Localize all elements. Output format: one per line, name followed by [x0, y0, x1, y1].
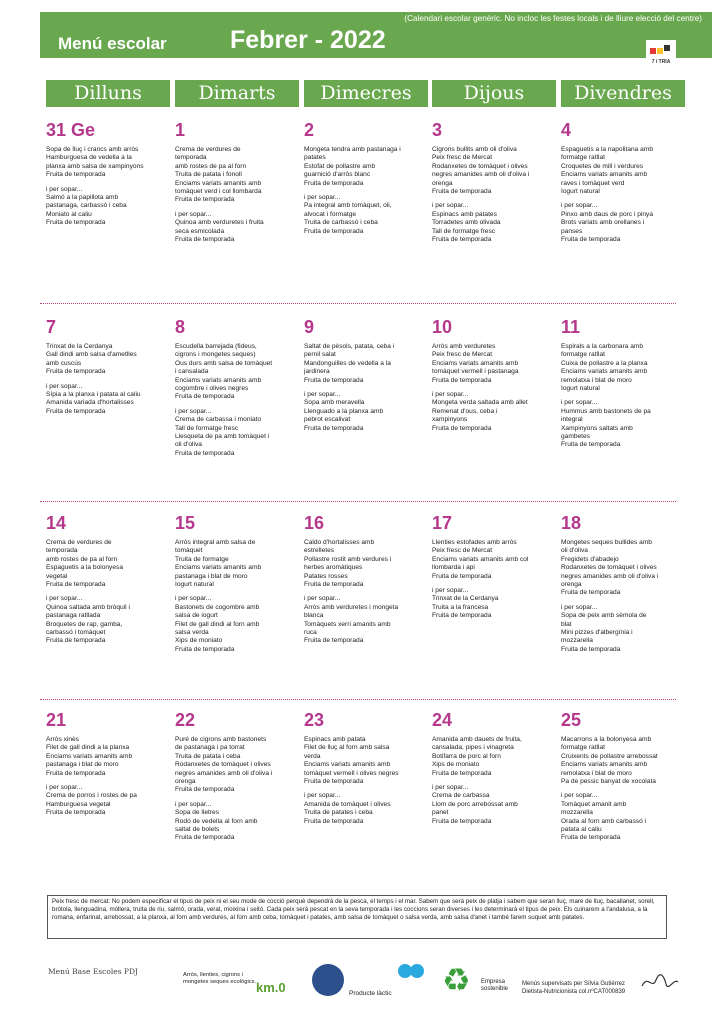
menu-line: Fruita de temporada: [46, 809, 106, 817]
menu-line: Caldo d'hortalisses amb: [304, 539, 375, 546]
menu-line: Llenties estofades amb arròs: [432, 539, 517, 546]
menu-line: Fruita de temporada: [432, 376, 492, 384]
day-number: 16: [304, 513, 325, 533]
menu-line: Peix fresc de Mercat: [432, 351, 493, 359]
menu-line: Fruita de temporada: [432, 236, 492, 244]
menu-line: i per sopar...: [46, 185, 83, 193]
menu-line: Fruita de temporada: [175, 393, 235, 401]
menu-line: i per sopar...: [432, 391, 469, 399]
recycle-icon: ♻: [442, 962, 471, 998]
menu-line: Fruita de temporada: [46, 407, 106, 415]
menu-line: Filet de lluç al forn amb salsa: [304, 744, 390, 752]
menu-line: patata al caliu: [561, 826, 602, 834]
day-cell-thursday: [432, 121, 557, 244]
menu-line: Tall de formatge fresc: [432, 227, 496, 235]
menu-line: Ous durs amb salsa de tomàquet: [175, 359, 273, 367]
menu-line: Sopa amb meravella: [304, 399, 365, 407]
menu-line: orenga: [561, 581, 582, 589]
day-cell-tuesday: [175, 514, 300, 654]
menu-line: Crema de carbassa: [432, 792, 490, 800]
menu-line: Torradetes amb olivada: [432, 219, 501, 227]
day-cell-monday: [46, 318, 171, 416]
menu-line: Iogurt natural: [561, 385, 600, 393]
menu-line: gambetes: [561, 433, 590, 441]
menu-line: cigrons i mongetes seques): [175, 351, 256, 359]
menu-line: Amanida amb dauets de fruita,: [432, 736, 522, 743]
menu-line: Hamburguesa vegetal: [46, 800, 111, 808]
week-separator: [40, 501, 676, 502]
organic-legumes-note: Arròs, llenties, cigrons i mongetes seques ecològics.: [183, 972, 257, 985]
day-number: 25: [561, 710, 582, 730]
menu-line: Espaguetis a la napolitana amb: [561, 146, 654, 153]
menu-line: Enciams variats amanits amb: [561, 171, 648, 179]
day-cell-tuesday: [175, 121, 300, 244]
supervisor-line: Menús supervisats per Sílvia Gutiérrez: [522, 981, 626, 987]
brand-logo: [646, 40, 676, 70]
day-cell-thursday: [432, 514, 557, 621]
menu-line: i per sopar...: [175, 800, 212, 808]
menu-line: formatge ratllat: [561, 744, 605, 752]
menu-line: Enciams variats amanits amb: [46, 752, 133, 760]
menu-line: Fruita de temporada: [432, 769, 492, 777]
menu-line: Fruita de temporada: [304, 637, 364, 645]
menu-line: Broquetes de rap, gamba,: [46, 620, 123, 628]
menu-line: i per sopar...: [175, 595, 212, 603]
menu-line: Estofat de pollastre amb: [304, 162, 376, 170]
menu-line: negres amanides amb oli d'oliva i: [432, 171, 530, 179]
menu-line: Fruita de temporada: [175, 196, 235, 204]
menu-line: salsa verda: [175, 629, 209, 637]
menu-line: remolatxa i blat de moro: [561, 769, 632, 777]
menu-line: Amanida de tomàquet i olives: [304, 800, 391, 808]
menu-line: Pollastre rostit amb verdures i: [304, 555, 392, 563]
menu-line: Mini pizzes d'albergínia i: [561, 629, 633, 637]
menu-line: patates: [304, 154, 326, 162]
day-cell-wednesday: [304, 318, 429, 433]
menu-line: temporada: [175, 154, 207, 162]
menu-line: amb cuscús: [46, 359, 82, 367]
menu-line: mozzarella: [561, 637, 593, 645]
menu-line: Trinxat de la Cerdanya: [432, 595, 499, 603]
header-bar: [40, 12, 712, 58]
sustainable-company-label: Empresa sostenible: [481, 979, 509, 992]
menu-line: Pa integral amb tomàquet, oli,: [304, 202, 392, 210]
menu-line: pernil salat: [304, 351, 336, 359]
menu-line: Cigrons bullits amb oli d'oliva: [432, 146, 517, 153]
menu-line: Croquetes de mill i verdures: [561, 162, 644, 170]
menu-line: pastanaga ratllada: [46, 612, 101, 620]
weekday-tuesday: Dimarts: [175, 80, 299, 107]
menu-line: Enciams variats amanits amb: [175, 179, 262, 187]
sustainable-business-icon: [396, 962, 428, 994]
day-cell-tuesday: [175, 711, 300, 843]
day-cell-wednesday: [304, 121, 429, 236]
menu-line: Espinacs amb patata: [304, 736, 366, 743]
menu-line: Truita a la francesa: [432, 603, 489, 611]
menu-line: integral: [561, 416, 583, 424]
menu-line: orenga: [175, 778, 196, 786]
menu-line: i cansalada: [175, 368, 209, 376]
menu-line: Quinoa amb verduretes i fruita: [175, 219, 264, 227]
menu-line: Enciams variats amanits amb: [432, 359, 519, 367]
menu-line: Rodanxetes de tomàquet i olives: [432, 162, 528, 170]
calendar-note: (Calendari escolar genèric. No incloc les festes locals i de lliure elecció del centre): [404, 14, 702, 23]
menu-line: Arròs xinès: [46, 736, 79, 743]
menu-line: Fruita de temporada: [304, 778, 364, 786]
menu-line: blanca: [304, 612, 324, 620]
menu-line: Mongeta tendra amb pastanaga i: [304, 146, 401, 153]
menu-line: herbes aromàtiques: [304, 564, 363, 572]
menu-line: estrelletes: [304, 547, 335, 555]
day-number: 1: [175, 120, 186, 140]
menu-line: cogombre i olives negres: [175, 385, 249, 393]
fish-footnote: Peix fresc de mercat: No podem especificar el tipus de peix ni el seu mode de cocció perquè dependrà de la pesca, el temps i el mar. Sabem que serà peix de platja i sabem que seran lluç, mare de lluç, bacallanet, sorell, bròtola, llenguadina, mòllera, truita de riu, salmó, orada, verat, moixina i seitó. Cada peix serà pescat en la seva temporada i les coccions seran diverses i les determinarà el tipus de peix. Els cuinarem a l'andalusa, a la romana, enfarinat, arrebossat, a la planxa, al forn amb verdures, al forn amb ceba, tomàquet i patates, amb salsa de tomàquet o salsa verda, amb salsa d'anet i també farem suquet amb patates.: [47, 895, 667, 939]
menu-line: Gall dindi amb salsa d'ametlles: [46, 351, 137, 359]
signature-icon: [640, 972, 680, 992]
menu-line: Fruita de temporada: [46, 637, 106, 645]
menu-line: Llenguado a la planxa amb: [304, 407, 384, 415]
menu-line: salsa de iogurt: [175, 612, 218, 620]
day-number: 23: [304, 710, 325, 730]
day-cell-friday: [561, 121, 686, 244]
day-cell-tuesday: [175, 318, 300, 458]
menu-line: Fruita de temporada: [175, 834, 235, 842]
menu-line: i per sopar...: [432, 784, 469, 792]
menu-line: Espirals a la carbonara amb: [561, 343, 644, 350]
day-cell-thursday: [432, 318, 557, 433]
menu-line: negres amanides amb oli d'oliva i: [175, 769, 273, 777]
menu-line: i per sopar...: [304, 391, 341, 399]
menu-line: Botifarra de porc al forn: [432, 752, 501, 760]
menu-line: Enciams variats amanits amb: [175, 564, 262, 572]
menu-line: pastanaga i blat de moro: [46, 761, 119, 769]
menu-line: llombarda i api: [432, 564, 475, 572]
footer-base-label: Menú Base Escoles PDJ: [48, 967, 138, 976]
day-cell-wednesday: [304, 514, 429, 646]
menu-line: Fruita de temporada: [561, 236, 621, 244]
menu-line: Iogurt natural: [175, 581, 214, 589]
menu-line: Filet de gall dindi a la planxa: [46, 744, 130, 752]
weekday-thursday: Dijous: [432, 80, 556, 107]
menu-line: i per sopar...: [561, 202, 598, 210]
menu-line: oli d'oliva: [561, 547, 588, 555]
day-cell-friday: [561, 514, 686, 654]
menu-line: i per sopar...: [46, 784, 83, 792]
menu-line: Brots variats amb orellanes i: [561, 219, 645, 227]
menu-line: mozzarella: [561, 809, 593, 817]
menu-line: Xampinyons saltats amb: [561, 424, 633, 432]
menu-line: tomàquet: [175, 547, 203, 555]
month-title: Febrer - 2022: [230, 26, 386, 54]
menu-line: Cruixents de pollastre arrebossat: [561, 752, 658, 760]
menu-line: Llom de porc arrebossat amb: [432, 800, 518, 808]
menu-line: Xips de moniato: [175, 637, 223, 645]
menu-line: Fruita de temporada: [304, 376, 364, 384]
day-number: 11: [561, 317, 581, 337]
menu-line: pebrot escalivat: [304, 416, 351, 424]
menu-line: Tomàquets xerri amanits amb: [304, 620, 391, 628]
menu-line: i per sopar...: [561, 792, 598, 800]
menu-line: Trinxat de la Cerdanya: [46, 343, 113, 350]
menu-line: Fruita de temporada: [432, 424, 492, 432]
menu-line: Fruita de temporada: [46, 769, 106, 777]
menu-line: Moniato al caliu: [46, 210, 92, 218]
menu-line: Enciams variats amanits amb: [561, 368, 648, 376]
menu-line: i per sopar...: [432, 202, 469, 210]
menu-line: Rodanxetes de tomàquet i olives: [561, 564, 657, 572]
menu-line: Xips de moniato: [432, 761, 480, 769]
menu-line: i per sopar...: [175, 407, 212, 415]
menu-line: Llesqueta de pa amb tomàquet i: [175, 433, 270, 441]
menu-line: Peix fresc de Mercat: [432, 154, 493, 162]
menu-line: planxa amb salsa de xampinyons: [46, 162, 144, 170]
day-cell-monday: [46, 121, 171, 228]
menu-line: Quinoa saltada amb bròquil i: [46, 603, 130, 611]
day-cell-monday: [46, 514, 171, 646]
menu-line: Arròs amb verduretes: [432, 343, 496, 350]
menu-line: carbassó i tomàquet: [46, 629, 106, 637]
day-number: 18: [561, 513, 582, 533]
menu-line: Fruita de temporada: [175, 786, 235, 794]
menu-line: amb rostes de pa al forn: [46, 555, 118, 563]
menu-line: Fruita de temporada: [561, 441, 621, 449]
dairy-badge-icon: [312, 964, 344, 996]
day-number: 17: [432, 513, 453, 533]
menu-line: Tall de formatge fresc: [175, 424, 239, 432]
week-separator: [40, 699, 676, 700]
weekday-monday: Dilluns: [46, 80, 170, 107]
menu-line: Fruita de temporada: [561, 645, 621, 653]
weekday-friday: Divendres: [561, 80, 685, 107]
day-cell-thursday: [432, 711, 557, 826]
day-number: 10: [432, 317, 453, 337]
menu-line: Fruita de temporada: [175, 449, 235, 457]
menu-line: remolatxa i blat de moro: [561, 376, 632, 384]
day-number: 21: [46, 710, 67, 730]
menu-line: Fruita de temporada: [304, 179, 364, 187]
day-number: 2: [304, 120, 315, 140]
menu-line: Rodanxetes de tomàquet i olives: [175, 761, 271, 769]
menu-line: Fruita de temporada: [432, 572, 492, 580]
menu-line: tomàquet vermell i pastanaga: [432, 368, 519, 376]
menu-line: Salmó a la papillota amb: [46, 194, 119, 202]
menu-line: Fruita de temporada: [46, 171, 106, 179]
menu-line: Hamburguesa de vedella a la: [46, 154, 132, 162]
menu-line: Fregidets d'abadejo: [561, 555, 619, 563]
menu-line: Fruita de temporada: [175, 236, 235, 244]
menu-line: Hummus amb bastonets de pa: [561, 407, 651, 415]
dairy-label: Producte làctic: [349, 990, 392, 997]
menu-line: oli d'oliva: [175, 441, 202, 449]
menu-line: i per sopar...: [304, 194, 341, 202]
logo-square-red: [650, 48, 656, 54]
menu-line: tomàquet verd i col llombarda: [175, 188, 262, 196]
menu-line: Patates rosses: [304, 572, 348, 580]
menu-line: i per sopar...: [561, 399, 598, 407]
menu-line: Truita de carbassó i ceba: [304, 219, 378, 227]
menu-line: Arròs integral amb salsa de: [175, 539, 256, 546]
menu-line: Crema de carbassa i moniato: [175, 416, 262, 424]
menu-line: Saltat de pèsols, patata, ceba i: [304, 343, 395, 350]
menu-line: de pastanaga i pa torrat: [175, 744, 245, 752]
logo-text: 7 i TRIA: [651, 59, 671, 65]
menu-line: saltat de bolets: [175, 826, 220, 834]
day-cell-wednesday: [304, 711, 429, 826]
menu-line: Fruita de temporada: [561, 589, 621, 597]
menu-line: negres amanides amb oli d'oliva i: [561, 572, 659, 580]
menu-line: Enciams variats amanits amb: [175, 376, 262, 384]
menu-line: Rodó de vedella al forn amb: [175, 817, 258, 825]
menu-line: Fruita de temporada: [432, 817, 492, 825]
menu-line: Crema de porros i rostes de pa: [46, 792, 137, 800]
day-cell-monday: [46, 711, 171, 818]
menu-line: i per sopar...: [46, 595, 83, 603]
menu-line: Truita de patates i ceba: [304, 809, 373, 817]
menu-line: pastanaga, carbassó i ceba: [46, 202, 127, 210]
menu-line: Arròs amb verduretes i mongeta: [304, 603, 399, 611]
menu-line: cansalada, pipes i vinagreta: [432, 744, 514, 752]
menu-line: Pinxo amb daus de porc i pinya: [561, 210, 654, 218]
menu-line: Fruita de temporada: [561, 834, 621, 842]
menu-line: Fruita de temporada: [175, 645, 235, 653]
menu-line: Fruita de temporada: [46, 219, 106, 227]
menu-line: pastanaga i blat de moro: [175, 572, 248, 580]
menu-line: guarnició d'arròs blanc: [304, 171, 371, 179]
menu-line: Espaguetis a la bolonyesa: [46, 564, 123, 572]
day-number: 15: [175, 513, 196, 533]
weekday-wednesday: Dimecres: [304, 80, 428, 107]
menu-line: i per sopar...: [304, 792, 341, 800]
menu-line: Mandonguilles de vedella a la: [304, 359, 391, 367]
menu-line: vegetal: [46, 572, 68, 580]
menu-line: Sopa de lluç i crancs amb arròs: [46, 146, 139, 153]
menu-line: Fruita de temporada: [304, 227, 364, 235]
menu-line: Cuixa de pollastre a la planxa: [561, 359, 648, 367]
menu-line: Fruita de temporada: [432, 188, 492, 196]
menu-line: Amanida variada d'hortalisses: [46, 399, 134, 407]
menu-line: Truita de patata i fonoll: [175, 171, 242, 179]
menu-line: i per sopar...: [304, 595, 341, 603]
day-cell-friday: [561, 318, 686, 450]
day-number: 31 Ge: [46, 120, 96, 140]
menu-line: Truita de formatge: [175, 555, 229, 563]
menu-line: i per sopar...: [561, 603, 598, 611]
menu-line: Crema de verdures de: [46, 539, 112, 546]
menu-line: Bastonets de cogombre amb: [175, 603, 260, 611]
menu-line: Enciams variats amanits amb col: [432, 555, 529, 563]
day-number: 4: [561, 120, 572, 140]
menu-line: Iogurt natural: [561, 188, 600, 196]
menu-line: Mongeta verda saltada amb allet: [432, 399, 528, 407]
menu-line: Fruita de temporada: [46, 368, 106, 376]
menu-line: Peix fresc de Mercat: [432, 547, 493, 555]
menu-line: Enciams variats amanits amb: [304, 761, 391, 769]
week-separator: [40, 303, 676, 304]
supervision-note: [522, 980, 625, 996]
day-number: 3: [432, 120, 443, 140]
km0-logo: km.0: [256, 980, 286, 995]
menu-line: Fruita de temporada: [46, 581, 106, 589]
logo-square-yellow: [657, 48, 663, 54]
menu-line: Pa de pessic banyat de xocolata: [561, 778, 656, 786]
menu-line: verda: [304, 752, 321, 760]
menu-line: Remenat d'ous, ceba i: [432, 407, 498, 415]
menu-line: panses: [561, 227, 583, 235]
day-number: 9: [304, 317, 315, 337]
day-number: 7: [46, 317, 57, 337]
logo-square-dark: [664, 45, 670, 51]
day-number: 22: [175, 710, 196, 730]
menu-line: Macarrons a la bolonyesa amb: [561, 736, 652, 743]
menu-line: formatge ratllat: [561, 351, 605, 359]
menu-line: amb rostes de pa al forn: [175, 162, 247, 170]
menu-line: jardinera: [304, 368, 330, 376]
menu-line: Fruita de temporada: [304, 581, 364, 589]
day-number: 24: [432, 710, 453, 730]
menu-line: Orada al forn amb carbassó i: [561, 817, 647, 825]
menu-line: blat: [561, 620, 572, 628]
menu-line: Sopa de lletres: [175, 809, 219, 817]
day-number: 14: [46, 513, 67, 533]
menu-line: i per sopar...: [432, 587, 469, 595]
menu-line: tomàquet vermell i olives negres: [304, 769, 399, 777]
menu-line: orenga: [432, 179, 453, 187]
menu-title: Menú escolar: [58, 34, 167, 53]
menu-line: Sípia a la planxa i patata al caliu: [46, 391, 141, 399]
menu-line: raves i tomàquet verd: [561, 179, 625, 187]
menu-line: Enciams variats amanits amb: [561, 761, 648, 769]
menu-line: seca esmicolada: [175, 227, 225, 235]
menu-line: Escudella barrejada (fideus,: [175, 343, 257, 350]
menu-line: i per sopar...: [46, 382, 83, 390]
menu-line: Crema de verdures de: [175, 146, 241, 153]
menu-line: Filet de gall dindi al forn amb: [175, 620, 260, 628]
menu-line: Fruita de temporada: [304, 424, 364, 432]
menu-line: Mongetes seques bullides amb: [561, 539, 652, 546]
menu-line: xampinyons: [432, 416, 468, 424]
menu-line: Fruita de temporada: [304, 817, 364, 825]
day-cell-friday: [561, 711, 686, 843]
menu-line: Espinacs amb patates: [432, 210, 497, 218]
day-number: 8: [175, 317, 186, 337]
menu-line: formatge ratllat: [561, 154, 605, 162]
menu-line: ruca: [304, 629, 317, 637]
supervisor-credential: Dietista-Nutricionista col.nºCAT000839: [522, 989, 626, 995]
menu-line: i per sopar...: [175, 210, 212, 218]
menu-line: alvocat i formatge: [304, 210, 357, 218]
menu-line: Fruita de temporada: [432, 612, 492, 620]
menu-line: temporada: [46, 547, 78, 555]
menu-line: Truita de patata i ceba: [175, 752, 241, 760]
menu-line: Tomàquet amanit amb: [561, 800, 627, 808]
menu-line: panet: [432, 809, 449, 817]
menu-line: Sopa de peix amb sèmola de: [561, 612, 647, 620]
menu-line: Puré de cigrons amb bastonets: [175, 736, 267, 743]
